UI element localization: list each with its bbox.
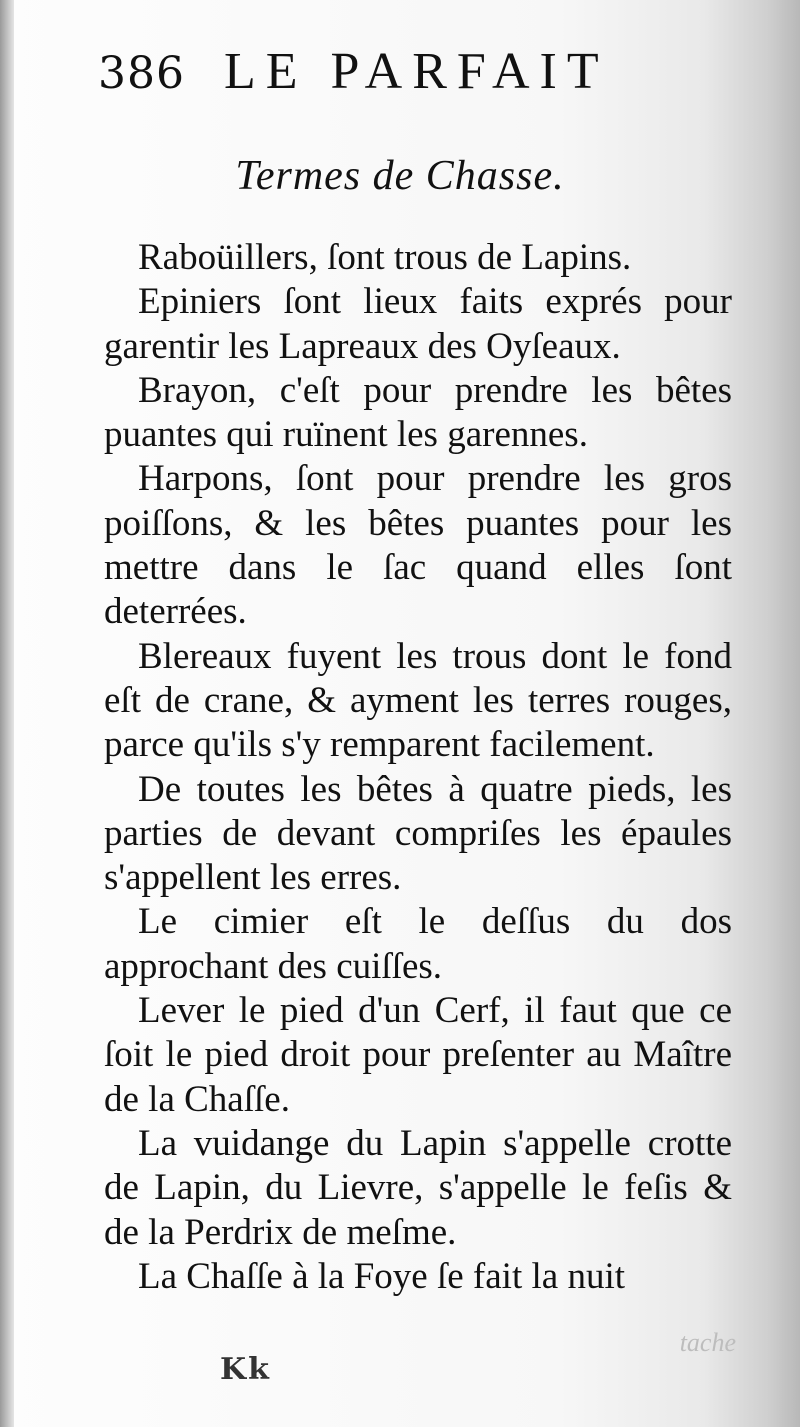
paragraph-brayon: Brayon, c'eſt pour prendre les bêtes puantes qui ruïnent les garennes. xyxy=(104,369,732,456)
page-number: 386 xyxy=(98,48,185,99)
book-spine-shadow xyxy=(0,0,14,1427)
paragraph-epiniers: Epiniers ſont lieux faits exprés pour garentir les Lapreaux des Oyſeaux. xyxy=(104,281,732,367)
paragraph-betes-quatre-pieds: De toutes les bêtes à quatre pieds, les parties de devant compriſes les épaules s'appellent les erres. xyxy=(104,768,732,899)
page-header xyxy=(98,42,738,102)
paragraph-raboillers: Raboüillers, ſont trous de Lapins. xyxy=(138,237,632,278)
bleed-through-text: tache xyxy=(679,1328,736,1357)
paragraph-chasse-foye: La Chaſſe à la Foye ſe fait la nuit xyxy=(138,1255,625,1297)
signature-mark: Kk xyxy=(220,1352,271,1387)
paragraph-harpons: Harpons, ſont pour prendre les gros poiſſons, & les bêtes puantes pour les mettre dans le ſac quand elles ſont deterrées. xyxy=(104,458,732,633)
paragraph-vuidange: La vuidange du Lapin s'appelle crotte de Lapin, du Lievre, s'appelle le feſis & de la Perdrix de meſme. xyxy=(104,1122,732,1253)
paragraph-cimier: Le cimier eſt le deſſus du dos approchant des cuiſſes. xyxy=(104,901,732,987)
paragraph-blereaux: Blereaux fuyent les trous dont le fond eſt de crane, & ayment les terres rouges, parce qu'ils s'y remparent facilement. xyxy=(104,635,732,766)
paragraph-lever-pied: Lever le pied d'un Cerf, il faut que ce ſoit le pied droit pour preſenter au Maître de la Chaſſe. xyxy=(104,990,732,1120)
running-title: LE PARFAIT xyxy=(224,43,609,100)
body-text xyxy=(104,236,732,1299)
section-title: Termes de Chasse. xyxy=(235,153,565,199)
